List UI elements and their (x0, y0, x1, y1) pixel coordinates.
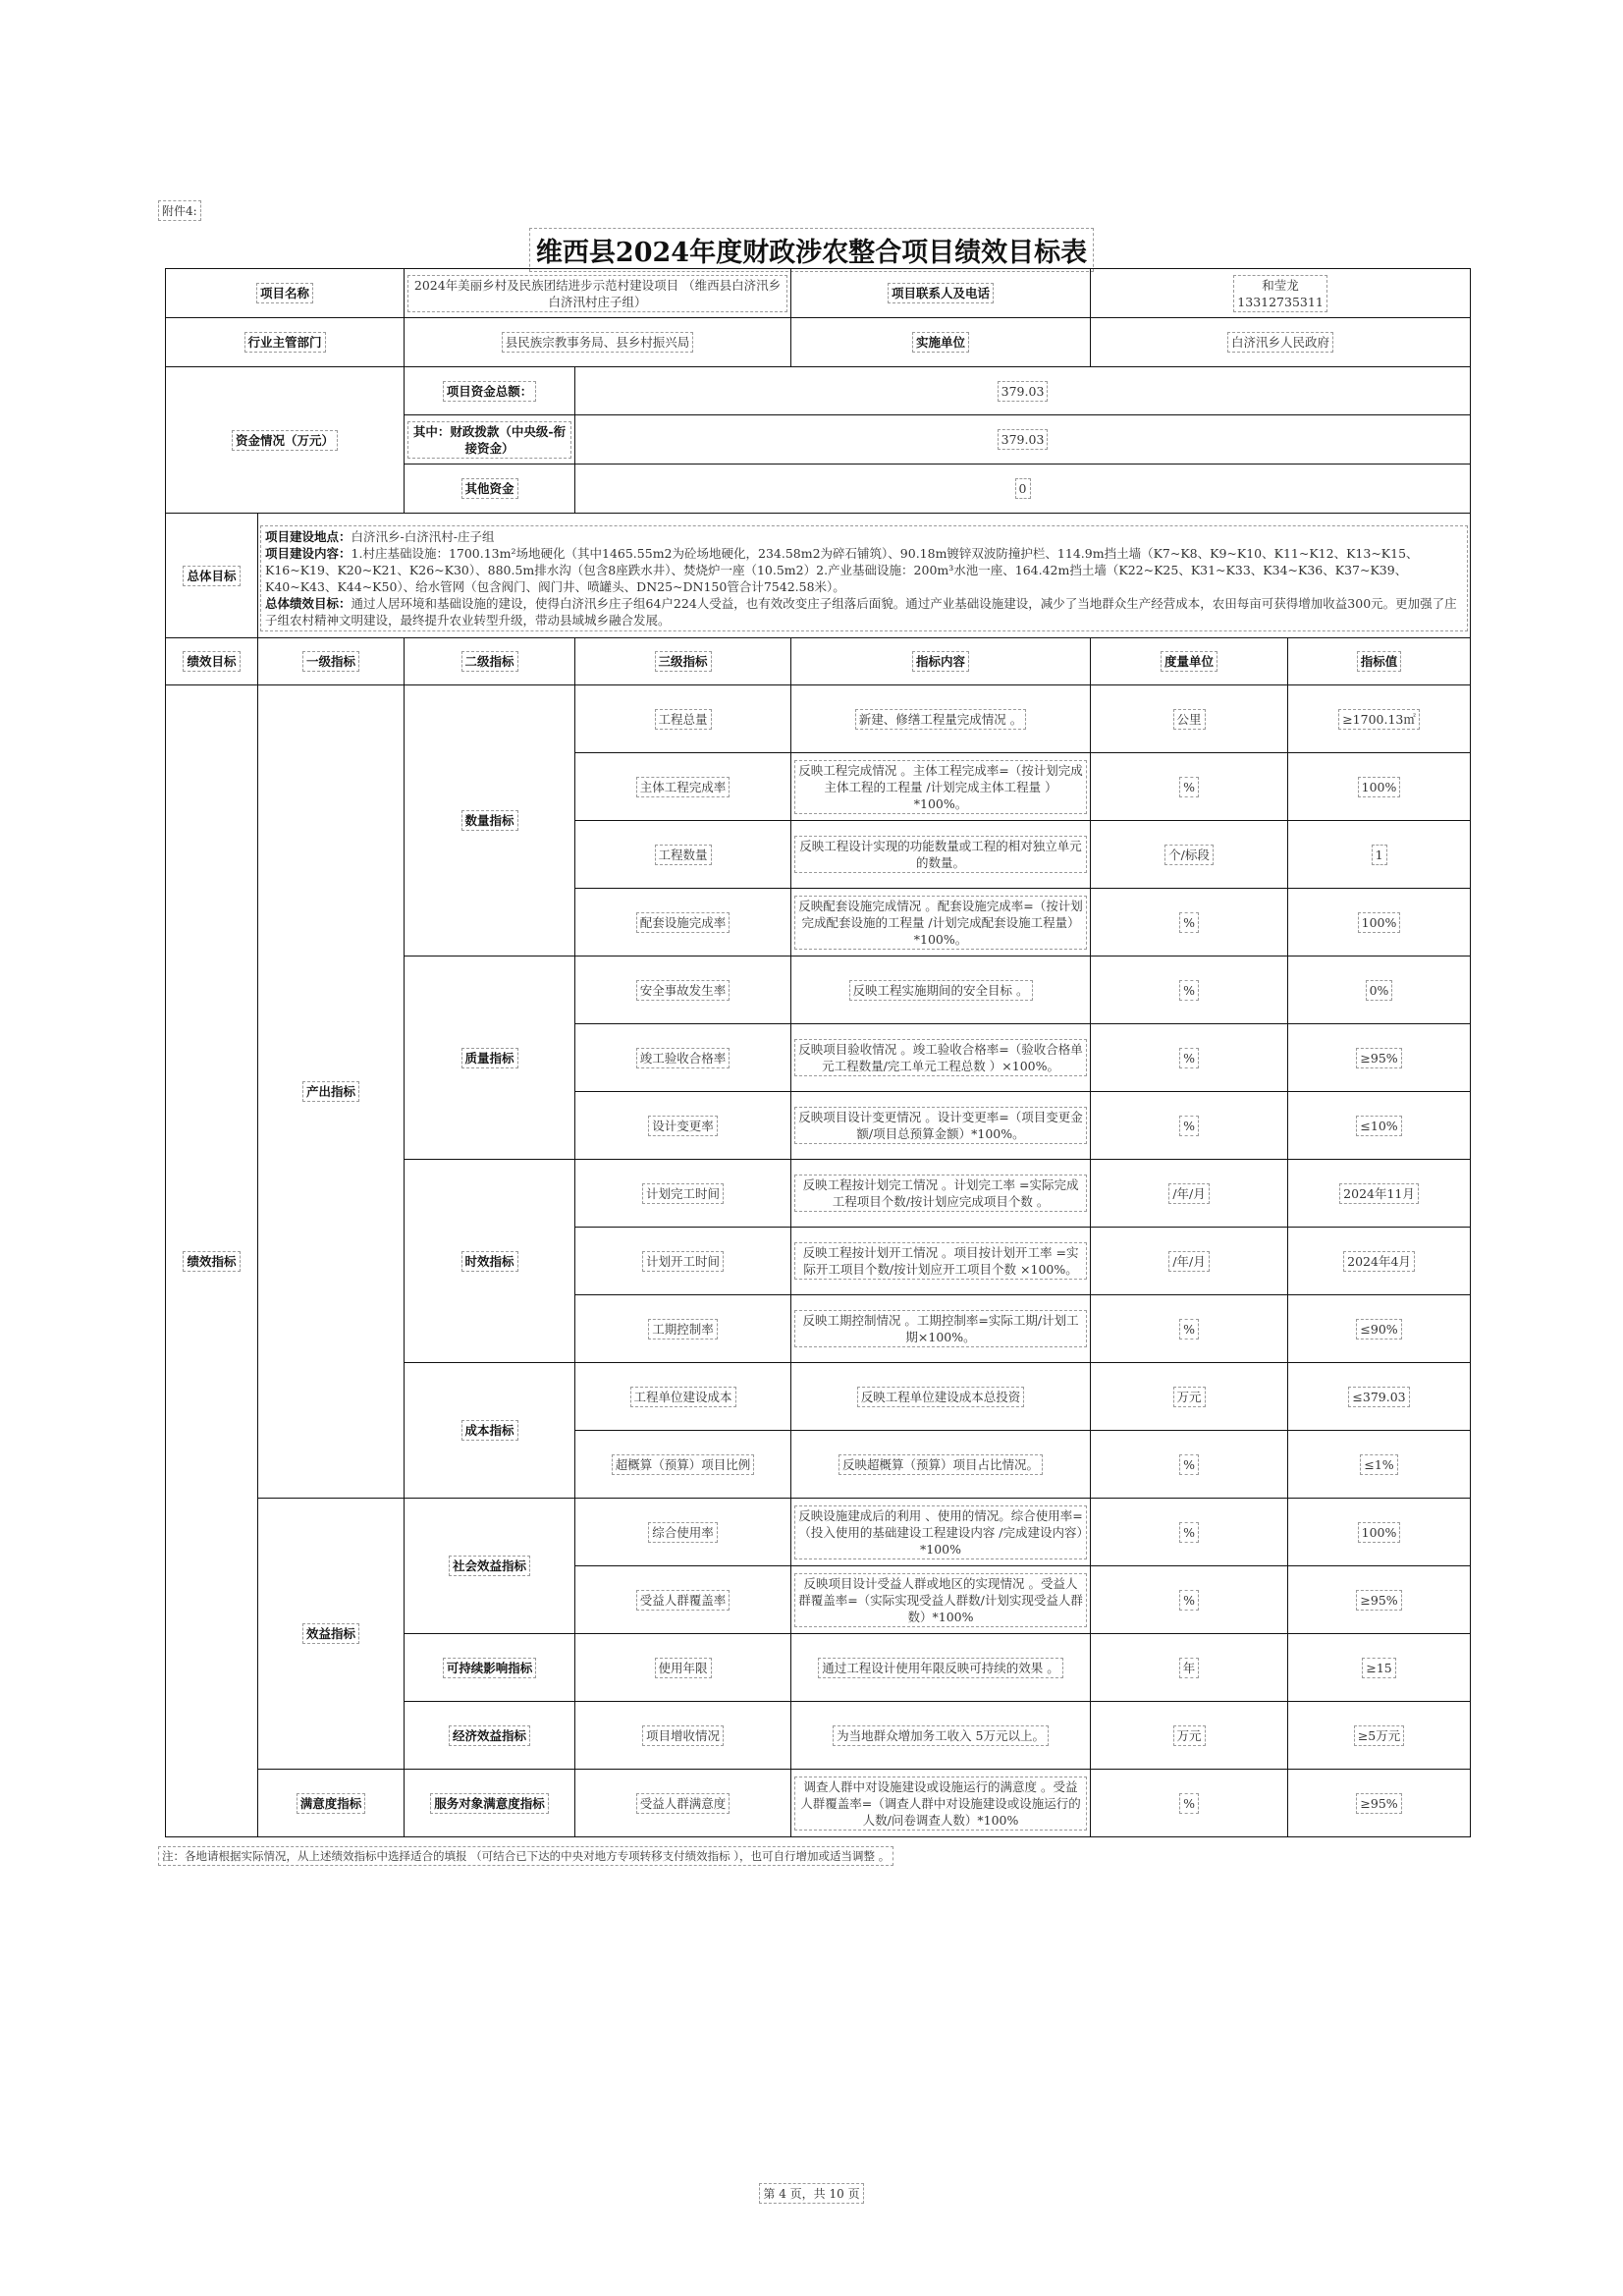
overall-goal-content (258, 514, 1471, 638)
department-value: 县民族宗教事务局、县乡村振兴局 (405, 318, 791, 367)
location-line: 项目建设地点：白济汛乡-白济汛村-庄子组 (265, 529, 495, 544)
indicator-value: 100% (1288, 1499, 1471, 1566)
measure-unit: % (1091, 1024, 1288, 1092)
level2-indicator: 时效指标 (405, 1160, 575, 1363)
indicator-value: ≥95% (1288, 1770, 1471, 1837)
level2-indicator: 社会效益指标 (405, 1499, 575, 1634)
header-cell: 度量单位 (1091, 638, 1288, 685)
level3-indicator: 工期控制率 (575, 1295, 791, 1363)
contact-phone: 13312735311 (1237, 294, 1324, 309)
project-name-label: 项目名称 (166, 269, 405, 318)
indicator-row (166, 1499, 1471, 1566)
indicator-value: ≥95% (1288, 1566, 1471, 1634)
measure-unit: 公里 (1091, 685, 1288, 753)
indicator-content: 反映项目设计受益人群或地区的实现情况 。受益人群覆盖率=（实际实现受益人群数/计划实现受益人群数）*100% (791, 1566, 1091, 1634)
measure-unit: % (1091, 957, 1288, 1024)
level3-indicator: 工程数量 (575, 821, 791, 889)
funding-other-value: 0 (575, 465, 1471, 514)
measure-unit: % (1091, 1092, 1288, 1160)
indicator-value: 1 (1288, 821, 1471, 889)
performance-header-row (166, 638, 1471, 685)
level2-indicator: 可持续影响指标 (405, 1634, 575, 1702)
measure-unit: /年/月 (1091, 1228, 1288, 1295)
indicator-value: 2024年11月 (1288, 1160, 1471, 1228)
level3-indicator: 计划完工时间 (575, 1160, 791, 1228)
measure-unit: % (1091, 1499, 1288, 1566)
indicator-content: 反映工程按计划开工情况 。项目按计划开工率 =实际开工项目个数/按计划应开工项目个数 ×100%。 (791, 1228, 1091, 1295)
funding-fiscal-label: 其中：财政拨款（中央级-衔接资金） (405, 415, 575, 465)
indicator-content: 反映工程完成情况 。主体工程完成率=（按计划完成主体工程的工程量 /计划完成主体工程量 ）*100%。 (791, 753, 1091, 821)
page-number: 第 4 页，共 10 页 (0, 2183, 1623, 2204)
measure-unit: % (1091, 1566, 1288, 1634)
department-row (166, 318, 1471, 367)
level2-indicator: 质量指标 (405, 957, 575, 1160)
content-line: 项目建设内容：1.村庄基础设施：1700.13m²场地硬化（其中1465.55m2为砼场地硬化，234.58m2为碎石铺筑）、90.18m镀锌双波防撞护栏、114.9m挡土墙（K7~K8、K9~K10、K11~K12、K13~K15、K16~K19、K20~K21、K26~K30）、880.5m排水沟（包含8座跌水井）、焚烧炉一座（10.5m2）2.产业基础设施：200m³水池一座、164.42m挡土墙（K22~K25、K31~K33、K34~K36、K37~K39、K40~K43、K44~K50）、给水管网（包含阀门、阀门井、喷罐头、DN25~DN150管合计7542.58米）。 (265, 546, 1419, 594)
measure-unit: % (1091, 1770, 1288, 1837)
funding-total-row (166, 367, 1471, 415)
measure-unit: % (1091, 889, 1288, 957)
indicator-value: ≤10% (1288, 1092, 1471, 1160)
indicator-content: 通过工程设计使用年限反映可持续的效果 。 (791, 1634, 1091, 1702)
level1-indicator: 效益指标 (258, 1499, 405, 1770)
indicator-content: 新建、修缮工程量完成情况 。 (791, 685, 1091, 753)
measure-unit: 万元 (1091, 1363, 1288, 1431)
indicator-content: 反映工程单位建设成本总投资 (791, 1363, 1091, 1431)
indicator-value: ≥15 (1288, 1634, 1471, 1702)
measure-unit: 万元 (1091, 1702, 1288, 1770)
measure-unit: 年 (1091, 1634, 1288, 1702)
department-label: 行业主管部门 (166, 318, 405, 367)
header-cell: 一级指标 (258, 638, 405, 685)
level3-indicator: 项目增收情况 (575, 1702, 791, 1770)
perf-goal-line: 总体绩效目标：通过人居环境和基础设施的建设，使得白济汛乡庄子组64户224人受益，也有效改变庄子组落后面貌。通过产业基础设施建设，减少了当地群众生产经营成本，农田每亩可获得增加收益300元。更加强了庄子组农村精神文明建设，最终提升农业转型升级，带动县域城乡融合发展。 (265, 596, 1457, 628)
level3-indicator: 主体工程完成率 (575, 753, 791, 821)
level3-indicator: 使用年限 (575, 1634, 791, 1702)
funding-total-label: 项目资金总额： (405, 367, 575, 415)
level3-indicator: 工程单位建设成本 (575, 1363, 791, 1431)
level2-indicator: 数量指标 (405, 685, 575, 957)
indicator-value: ≤90% (1288, 1295, 1471, 1363)
level1-indicator: 满意度指标 (258, 1770, 405, 1837)
measure-unit: % (1091, 1431, 1288, 1499)
performance-label: 绩效指标 (166, 685, 258, 1837)
indicator-value: ≤1% (1288, 1431, 1471, 1499)
level2-indicator: 服务对象满意度指标 (405, 1770, 575, 1837)
measure-unit: 个/标段 (1091, 821, 1288, 889)
indicator-content: 反映工期控制情况 。工期控制率=实际工期/计划工期×100%。 (791, 1295, 1091, 1363)
level2-indicator: 成本指标 (405, 1363, 575, 1499)
project-name-value: 2024年美丽乡村及民族团结进步示范村建设项目 （维西县白济汛乡白济汛村庄子组） (405, 269, 791, 318)
indicator-value: 100% (1288, 889, 1471, 957)
attachment-label: 附件4: (158, 200, 201, 221)
indicator-value: ≤379.03 (1288, 1363, 1471, 1431)
overall-goal-label: 总体目标 (166, 514, 258, 638)
level3-indicator: 受益人群覆盖率 (575, 1566, 791, 1634)
indicator-content: 反映超概算（预算）项目占比情况。 (791, 1431, 1091, 1499)
indicator-value: ≥95% (1288, 1024, 1471, 1092)
contact-name: 和莹龙 (1262, 277, 1299, 293)
level2-indicator: 经济效益指标 (405, 1702, 575, 1770)
indicator-content: 调查人群中对设施建设或设施运行的满意度 。受益人群覆盖率=（调查人群中对设施建设或设施运行的人数/问卷调查人数）*100% (791, 1770, 1091, 1837)
indicator-value: 0% (1288, 957, 1471, 1024)
page-title: 维西县2024年度财政涉农整合项目绩效目标表 (0, 228, 1623, 272)
level3-indicator: 设计变更率 (575, 1092, 791, 1160)
indicator-value: ≥1700.13㎡ (1288, 685, 1471, 753)
footnote: 注：各地请根据实际情况，从上述绩效指标中选择适合的填报 （可结合已下达的中央对地方专项转移支付绩效指标 ），也可自行增加或适当调整 。 (158, 1846, 893, 1866)
header-cell: 绩效目标 (166, 638, 258, 685)
implementer-label: 实施单位 (791, 318, 1091, 367)
indicator-content: 为当地群众增加务工收入 5万元以上。 (791, 1702, 1091, 1770)
measure-unit: % (1091, 1295, 1288, 1363)
indicator-row (166, 1770, 1471, 1837)
funding-total-value: 379.03 (575, 367, 1471, 415)
level3-indicator: 超概算（预算）项目比例 (575, 1431, 791, 1499)
indicator-value: ≥5万元 (1288, 1702, 1471, 1770)
indicator-row (166, 685, 1471, 753)
indicator-content: 反映配套设施完成情况 。配套设施完成率=（按计划完成配套设施的工程量 /计划完成配套设施工程量）*100%。 (791, 889, 1091, 957)
measure-unit: % (1091, 753, 1288, 821)
indicator-content: 反映工程实施期间的安全目标 。 (791, 957, 1091, 1024)
indicator-value: 2024年4月 (1288, 1228, 1471, 1295)
indicator-content: 反映设施建成后的利用 、使用的情况。综合使用率=（投入使用的基础建设工程建设内容 /完成建设内容）*100% (791, 1499, 1091, 1566)
level3-indicator: 受益人群满意度 (575, 1770, 791, 1837)
level1-indicator: 产出指标 (258, 685, 405, 1499)
funding-label: 资金情况（万元） (166, 367, 405, 514)
funding-other-label: 其他资金 (405, 465, 575, 514)
overall-goal-row (166, 514, 1471, 638)
contact-value (1091, 269, 1471, 318)
header-cell: 二级指标 (405, 638, 575, 685)
header-cell: 指标值 (1288, 638, 1471, 685)
header-cell: 指标内容 (791, 638, 1091, 685)
funding-fiscal-value: 379.03 (575, 415, 1471, 465)
level3-indicator: 配套设施完成率 (575, 889, 791, 957)
level3-indicator: 综合使用率 (575, 1499, 791, 1566)
level3-indicator: 竣工验收合格率 (575, 1024, 791, 1092)
contact-label: 项目联系人及电话 (791, 269, 1091, 318)
indicator-content: 反映项目验收情况 。竣工验收合格率=（验收合格单元工程数量/完工单元工程总数 ）×100%。 (791, 1024, 1091, 1092)
implementer-value: 白济汛乡人民政府 (1091, 318, 1471, 367)
level3-indicator: 计划开工时间 (575, 1228, 791, 1295)
level3-indicator: 安全事故发生率 (575, 957, 791, 1024)
indicator-content: 反映工程设计实现的功能数量或工程的相对独立单元的数量。 (791, 821, 1091, 889)
performance-target-table (165, 268, 1471, 1837)
project-name-row (166, 269, 1471, 318)
measure-unit: /年/月 (1091, 1160, 1288, 1228)
header-cell: 三级指标 (575, 638, 791, 685)
level3-indicator: 工程总量 (575, 685, 791, 753)
indicator-content: 反映工程按计划完工情况 。计划完工率 =实际完成工程项目个数/按计划应完成项目个数 。 (791, 1160, 1091, 1228)
indicator-value: 100% (1288, 753, 1471, 821)
indicator-content: 反映项目设计变更情况 。设计变更率=（项目变更金额/项目总预算金额）*100%。 (791, 1092, 1091, 1160)
